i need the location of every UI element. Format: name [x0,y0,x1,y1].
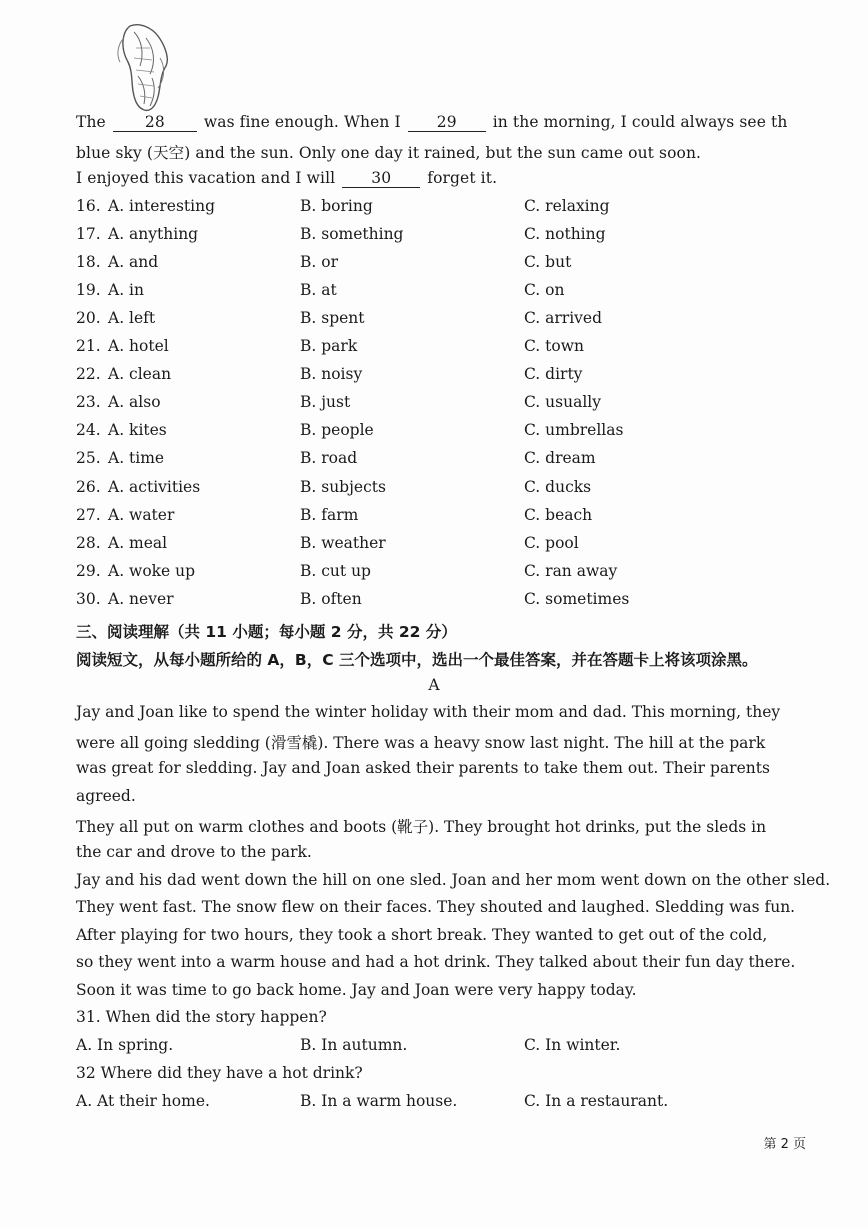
question-32-stem: 32 Where did they have a hot drink? [76,1064,363,1082]
passage-line: They all put on warm clothes and boots (靴子). They brought hot drinks, put the sleds in [76,818,767,836]
option-a: A. in [108,281,144,299]
page-number: 第 2 页 [763,1137,806,1152]
option-row-26 [76,478,836,500]
question-31-options [76,1036,836,1058]
question-number: 30. [76,590,101,608]
question-number: 19. [76,281,101,299]
option-c: C. nothing [524,225,606,243]
option-row-20 [76,309,836,331]
question-number: 16. [76,197,101,215]
option-c: C. ducks [524,478,592,496]
option-c: C. town [524,337,584,355]
question-number: 28. [76,534,101,552]
option-b: B. something [300,225,404,243]
blank-30: 30 [342,169,420,188]
question-number: 18. [76,253,101,271]
text-segment: in the morning, I could always see th [492,113,788,131]
passage-line: the car and drove to the park. [76,843,312,861]
question-number: 29. [76,562,101,580]
option-row-28 [76,534,836,556]
question-number: 22. [76,365,101,383]
option-a: A. woke up [108,562,196,580]
question-number: 21. [76,337,101,355]
option-b: B. farm [300,506,359,524]
option-row-17 [76,225,836,247]
passage-line: agreed. [76,787,136,805]
option-c: C. but [524,253,572,271]
option-c: C. In a restaurant. [524,1092,669,1110]
option-c: C. arrived [524,309,603,327]
option-row-22 [76,365,836,387]
option-row-19 [76,281,836,303]
option-c: C. umbrellas [524,421,624,439]
option-a: A. anything [108,225,199,243]
question-number: 25. [76,449,101,467]
passage-line: Jay and Joan like to spend the winter holiday with their mom and dad. This morning, they [76,703,781,721]
option-a: A. At their home. [76,1092,210,1110]
option-row-25 [76,449,836,471]
option-b: B. boring [300,197,373,215]
option-a: A. time [108,449,165,467]
option-b: B. spent [300,309,365,327]
option-c: C. sometimes [524,590,630,608]
option-a: A. also [108,393,161,411]
option-b: B. people [300,421,374,439]
option-a: A. never [108,590,174,608]
passage-line: so they went into a warm house and had a hot drink. They talked about their fun day there. [76,953,796,971]
blank-29: 29 [408,113,486,132]
option-c: C. ran away [524,562,618,580]
option-b: B. noisy [300,365,363,383]
option-b: B. road [300,449,358,467]
option-a: A. hotel [108,337,169,355]
option-row-24 [76,421,836,443]
option-b: B. just [300,393,351,411]
option-row-30 [76,590,836,612]
option-b: B. at [300,281,337,299]
option-row-23 [76,393,836,415]
section-title: 三、阅读理解（共 11 小题；每小题 2 分，共 22 分） [76,623,457,641]
option-b: B. often [300,590,362,608]
option-row-16 [76,197,836,219]
blank-28: 28 [113,113,197,132]
option-row-29 [76,562,836,584]
question-number: 27. [76,506,101,524]
passage-line-2: blue sky (天空) and the sun. Only one day it rained, but the sun came out soon. [76,144,702,162]
passage-line: were all going sledding (滑雪橇). There was a heavy snow last night. The hill at the park [76,734,766,752]
text-segment: I enjoyed this vacation and I will [76,169,336,187]
passage-line: Soon it was time to go back home. Jay and Joan were very happy today. [76,981,637,999]
question-number: 23. [76,393,101,411]
option-a: A. and [108,253,159,271]
option-c: C. beach [524,506,593,524]
option-b: B. park [300,337,358,355]
option-row-27 [76,506,836,528]
option-c: C. usually [524,393,601,411]
option-b: B. weather [300,534,386,552]
question-number: 20. [76,309,101,327]
text-segment: The [76,113,106,131]
option-c: C. pool [524,534,579,552]
question-number: 26. [76,478,101,496]
option-b: B. In autumn. [300,1036,408,1054]
option-a: A. kites [108,421,167,439]
option-row-21 [76,337,836,359]
text-segment: was fine enough. When I [203,113,401,131]
passage-line: After playing for two hours, they took a short break. They wanted to get out of the cold, [76,926,768,944]
option-row-18 [76,253,836,275]
option-a: A. interesting [108,197,216,215]
option-c: C. dirty [524,365,583,383]
option-a: A. water [108,506,175,524]
pen-sketch-doodle [100,18,180,118]
question-32-options [76,1092,836,1114]
question-number: 24. [76,421,101,439]
passage-label: A [428,676,440,694]
passage-line: They went fast. The snow flew on their faces. They shouted and laughed. Sledding was fun. [76,898,796,916]
passage-line: Jay and his dad went down the hill on one sled. Joan and her mom went down on the other sled. [76,871,831,889]
option-a: A. In spring. [76,1036,174,1054]
option-a: A. activities [108,478,201,496]
question-number: 17. [76,225,101,243]
option-a: A. meal [108,534,168,552]
option-c: C. In winter. [524,1036,621,1054]
passage-line: was great for sledding. Jay and Joan asked their parents to take them out. Their parents [76,759,770,777]
option-a: A. left [108,309,156,327]
passage-line-1 [76,113,787,132]
option-b: B. or [300,253,338,271]
option-c: C. relaxing [524,197,610,215]
section-instruction: 阅读短文，从每小题所给的 A，B，C 三个选项中，选出一个最佳答案，并在答题卡上将该项涂黑。 [76,651,758,669]
option-b: B. cut up [300,562,371,580]
option-b: B. In a warm house. [300,1092,458,1110]
option-c: C. on [524,281,565,299]
option-c: C. dream [524,449,596,467]
question-31-stem: 31. When did the story happen? [76,1008,327,1026]
passage-line-3 [76,169,497,188]
option-a: A. clean [108,365,172,383]
option-b: B. subjects [300,478,386,496]
text-segment: forget it. [427,169,498,187]
